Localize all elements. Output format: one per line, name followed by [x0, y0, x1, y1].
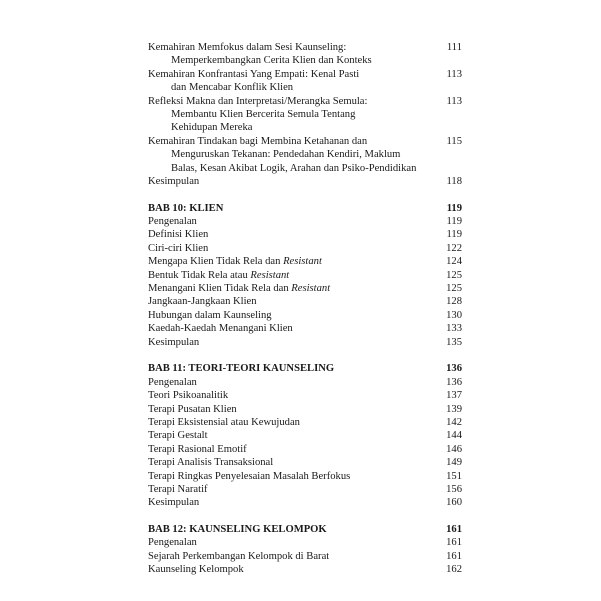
- entry-title-text: Kemahiran Konfrantasi Yang Empati: Kenal Pasti: [148, 68, 360, 80]
- entry-title-text: Pengenalan: [148, 537, 197, 549]
- entry-title-line: [148, 242, 462, 255]
- toc-entry[interactable]: [148, 282, 462, 295]
- toc-entry[interactable]: [148, 429, 462, 442]
- page-number: 162: [446, 564, 462, 576]
- page-number: 135: [446, 336, 462, 348]
- section-gap: [148, 510, 462, 523]
- entry-title-line: [148, 162, 462, 175]
- entry-title-line: [148, 228, 462, 241]
- chapter-heading[interactable]: [148, 362, 462, 375]
- toc-section: [148, 202, 462, 349]
- toc-entry[interactable]: [148, 309, 462, 322]
- toc-entry[interactable]: [148, 496, 462, 509]
- entry-title-line: [148, 523, 462, 536]
- toc-entry[interactable]: [148, 242, 462, 255]
- entry-title-text: Kaedah-Kaedah Menangani Klien: [148, 323, 293, 335]
- toc-section: [148, 41, 462, 188]
- toc-entry[interactable]: [148, 215, 462, 228]
- entry-title-line: [148, 322, 462, 335]
- page-number: 133: [446, 323, 462, 335]
- entry-title-text: Pengenalan: [148, 216, 197, 228]
- italic-term: Resistant: [291, 283, 331, 295]
- page-number: 136: [446, 376, 462, 388]
- italic-term: Resistant: [250, 269, 290, 281]
- entry-title-text: Kesimpulan: [148, 175, 200, 187]
- entry-title-line: [148, 121, 462, 134]
- entry-title-text: Menangani Klien Tidak Rela dan: [148, 283, 292, 295]
- entry-title-line: [148, 416, 462, 429]
- page-number: 146: [446, 443, 462, 455]
- chapter-heading[interactable]: [148, 523, 462, 536]
- toc-entry[interactable]: [148, 483, 462, 496]
- entry-title-line: [148, 563, 462, 576]
- page-number: 122: [446, 242, 462, 254]
- entry-title-text: Kesimpulan: [148, 336, 200, 348]
- section-gap: [148, 349, 462, 362]
- entry-title-text: Bentuk Tidak Rela atau: [148, 269, 251, 281]
- page-number: 149: [446, 457, 462, 469]
- entry-title-text: Memperkembangkan Cerita Klien dan Konteks: [171, 55, 372, 67]
- entry-title-line: [148, 108, 462, 121]
- page-number: 151: [446, 470, 462, 482]
- page-number: 139: [446, 403, 462, 415]
- page-number: 113: [446, 95, 462, 107]
- entry-title-text: Teori Psikoanalitik: [148, 390, 229, 402]
- entry-title-line: [148, 282, 462, 295]
- entry-title-text: Kemahiran Memfokus dalam Sesi Kaunseling:: [148, 42, 347, 53]
- entry-title-text: Balas, Kesan Akibat Logik, Arahan dan Psiko-Pendidikan: [171, 162, 417, 174]
- page-number: 161: [446, 537, 462, 549]
- page-number: 130: [446, 309, 462, 321]
- entry-title-line: [148, 148, 462, 161]
- entry-title-text: Jangkaan-Jangkaan Klien: [148, 296, 257, 308]
- toc-entry[interactable]: [148, 135, 462, 175]
- toc-entry[interactable]: [148, 68, 462, 95]
- toc-section: [148, 523, 462, 577]
- entry-title-text: Kehidupan Mereka: [171, 122, 253, 134]
- toc-entry[interactable]: [148, 175, 462, 188]
- page-number: 136: [446, 363, 462, 375]
- entry-title-line: [148, 550, 462, 563]
- entry-title-text: Terapi Analisis Transaksional: [148, 457, 274, 469]
- entry-title-text: Pengenalan: [148, 376, 197, 388]
- entry-title-text: Kaunseling Kelompok: [148, 564, 244, 576]
- toc-entry[interactable]: [148, 470, 462, 483]
- page-number: 115: [446, 135, 462, 147]
- toc-entry[interactable]: [148, 255, 462, 268]
- entry-title-text: Sejarah Perkembangan Kelompok di Barat: [148, 550, 330, 562]
- entry-title-line: [148, 175, 462, 188]
- entry-title-line: [148, 135, 462, 148]
- toc-entry[interactable]: [148, 443, 462, 456]
- entry-title-line: [148, 255, 462, 268]
- entry-title-text: Terapi Rasional Emotif: [148, 443, 247, 455]
- entry-title-text: Terapi Ringkas Penyelesaian Masalah Berfokus: [148, 470, 351, 482]
- page-number: 137: [446, 390, 462, 402]
- toc-entry[interactable]: [148, 550, 462, 563]
- section-gap: [148, 188, 462, 201]
- page-number: 125: [446, 269, 462, 281]
- toc-entry[interactable]: [148, 41, 462, 68]
- page-number: 156: [446, 483, 462, 495]
- entry-title-line: [148, 269, 462, 282]
- entry-title-line: [148, 295, 462, 308]
- entry-title-line: [148, 41, 462, 54]
- toc-section: [148, 362, 462, 509]
- entry-title-text: Hubungan dalam Kaunseling: [148, 309, 272, 321]
- toc-entry[interactable]: [148, 403, 462, 416]
- entry-title-line: [148, 443, 462, 456]
- italic-term: Resistant: [283, 256, 322, 268]
- toc-entry[interactable]: [148, 376, 462, 389]
- entry-title-text: Ciri-ciri Klien: [148, 242, 209, 254]
- toc-entry[interactable]: [148, 336, 462, 349]
- toc-entry[interactable]: [148, 416, 462, 429]
- page-number: 161: [446, 550, 462, 562]
- entry-title-text: Refleksi Makna dan Interpretasi/Merangka Semula:: [148, 95, 368, 107]
- entry-title-line: [148, 309, 462, 322]
- entry-title-line: [148, 362, 462, 375]
- page-number: 144: [446, 430, 462, 442]
- toc-entry[interactable]: [148, 95, 462, 135]
- entry-title-text: Membantu Klien Bercerita Semula Tentang: [171, 108, 356, 120]
- entry-title-line: [148, 470, 462, 483]
- entry-title-text: Kesimpulan: [148, 497, 200, 509]
- entry-title-line: [148, 483, 462, 496]
- entry-title-text: Terapi Gestalt: [148, 430, 208, 442]
- entry-title-line: [148, 429, 462, 442]
- entry-title-text: dan Mencabar Konflik Klien: [171, 82, 294, 94]
- page-number: 119: [446, 216, 462, 228]
- entry-title-line: [148, 54, 462, 67]
- entry-title-line: [148, 389, 462, 402]
- entry-title-line: [148, 456, 462, 469]
- entry-title-line: [148, 202, 462, 215]
- entry-title-line: [148, 496, 462, 509]
- toc-entry[interactable]: [148, 389, 462, 402]
- page-number: 111: [446, 42, 462, 53]
- entry-title-line: [148, 536, 462, 549]
- entry-title-text: Menguruskan Tekanan: Pendedahan Kendiri, Maklum: [171, 149, 401, 161]
- entry-title-line: [148, 376, 462, 389]
- toc-entry[interactable]: [148, 536, 462, 549]
- toc-entry[interactable]: [148, 322, 462, 335]
- entry-title-text: Terapi Eksistensial atau Kewujudan: [148, 416, 300, 428]
- entry-title-text: Mengapa Klien Tidak Rela dan: [148, 256, 284, 268]
- entry-title-text: Terapi Pusatan Klien: [148, 403, 237, 415]
- entry-title-line: [148, 68, 462, 81]
- entry-title-text: BAB 12: KAUNSELING KELOMPOK: [148, 524, 327, 536]
- page-number: 119: [446, 202, 462, 214]
- toc-entry[interactable]: [148, 269, 462, 282]
- toc-entry[interactable]: [148, 563, 462, 576]
- page-number: 118: [446, 175, 462, 187]
- entry-title-text: BAB 11: TEORI-TEORI KAUNSELING: [148, 363, 335, 375]
- toc-entry[interactable]: [148, 295, 462, 308]
- entry-title-line: [148, 81, 462, 94]
- page-number: 124: [446, 256, 462, 268]
- entry-title-text: BAB 10: KLIEN: [148, 202, 224, 214]
- entry-title-text: Definisi Klien: [148, 229, 209, 241]
- page-number: 142: [446, 416, 462, 428]
- entry-title-line: [148, 95, 462, 108]
- toc-entry[interactable]: [148, 228, 462, 241]
- chapter-heading[interactable]: [148, 202, 462, 215]
- toc-entry[interactable]: [148, 456, 462, 469]
- page-number: 160: [446, 497, 462, 509]
- entry-title-line: [148, 215, 462, 228]
- entry-title-line: [148, 403, 462, 416]
- page-number: 119: [446, 229, 462, 241]
- entry-title-text: Terapi Naratif: [148, 483, 208, 495]
- table-of-contents: [148, 41, 462, 577]
- page-number: 128: [446, 296, 462, 308]
- page-number: 113: [446, 68, 462, 80]
- entry-title-text: Kemahiran Tindakan bagi Membina Ketahanan dan: [148, 135, 368, 147]
- entry-title-line: [148, 336, 462, 349]
- page-number: 125: [446, 283, 462, 295]
- page-number: 161: [446, 524, 462, 536]
